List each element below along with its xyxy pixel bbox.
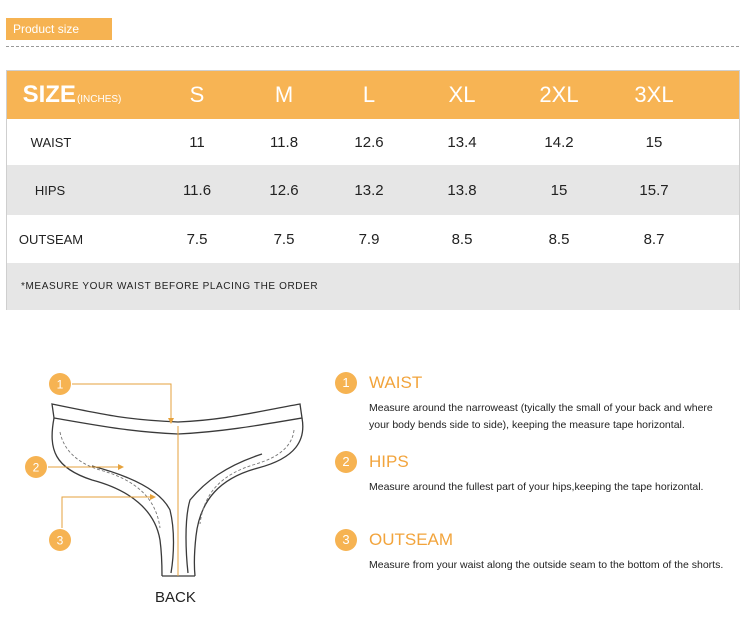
size-3xl: 3XL [634, 82, 674, 107]
table-cell: 8.5 [548, 230, 570, 248]
left-stitch-line [60, 432, 160, 528]
svg-text:2: 2 [32, 460, 40, 475]
table-row [7, 119, 739, 165]
measure-note: *MEASURE YOUR WAIST BEFORE PLACING THE ORDER [21, 281, 319, 292]
size-table [6, 70, 740, 310]
size-unit: (INCHES) [76, 93, 122, 105]
table-cell: 7.5 [273, 230, 295, 248]
outseam-description: Measure from your waist along the outside seam to the bottom of the shorts. [369, 559, 724, 571]
table-cell: 14.2 [544, 133, 574, 151]
outseam-instruction [335, 529, 735, 574]
hips-number-badge: 2 [335, 451, 357, 473]
row-label-outseam: OUTSEAM [18, 231, 84, 247]
table-cell: 15 [550, 181, 568, 199]
table-cell: 13.8 [447, 181, 477, 199]
table-cell: 8.7 [643, 230, 665, 248]
outseam-title: OUTSEAM [369, 530, 454, 549]
table-cell: 11.8 [269, 133, 299, 151]
waistband-outline [52, 404, 302, 434]
table-cell: 13.2 [354, 181, 384, 199]
right-inner-seam [186, 454, 262, 573]
waist-guide-line [72, 384, 171, 422]
marker-3 [49, 529, 71, 551]
table-row [7, 165, 739, 215]
table-cell: 7.5 [186, 230, 208, 248]
size-xl: XL [448, 82, 476, 107]
product-size-tag: Product size [6, 18, 112, 40]
waist-number-badge: 1 [335, 372, 357, 394]
size-header-cell [7, 71, 137, 119]
waist-description: Measure around the narroweast (tyically the small of your back and where your body bends side to side), keeping the measure tape horizontal. [369, 402, 713, 431]
hips-arrow [118, 464, 124, 470]
waist-instruction [335, 372, 735, 434]
table-cell: 15 [645, 133, 663, 151]
svg-text:1: 1 [56, 377, 64, 392]
table-cell: 11 [189, 133, 205, 151]
outseam-arrow [150, 494, 156, 500]
table-cell: 15.7 [639, 181, 669, 199]
section-divider [6, 46, 739, 47]
outseam-heading [335, 529, 735, 551]
table-cell: 11.6 [182, 181, 212, 199]
size-s: S [189, 82, 205, 107]
hips-instruction [335, 451, 735, 496]
hips-title: HIPS [369, 452, 409, 471]
table-cell: 12.6 [354, 133, 384, 151]
table-cell: 13.4 [447, 133, 477, 151]
marker-2 [25, 456, 47, 478]
size-l: L [362, 82, 376, 107]
row-label-hips: HIPS [34, 182, 66, 198]
table-cell: 7.9 [358, 230, 380, 248]
svg-text:3: 3 [56, 533, 64, 548]
hips-description: Measure around the fullest part of your hips,keeping the tape horizontal. [369, 481, 704, 493]
size-header-row [7, 71, 739, 119]
outseam-pointer-line [62, 497, 152, 528]
waist-heading [335, 372, 735, 394]
note-row [7, 263, 739, 310]
size-m: M [274, 82, 294, 107]
size-2xl: 2XL [539, 82, 579, 107]
outseam-number-badge: 3 [335, 529, 357, 551]
waist-title: WAIST [369, 373, 423, 392]
table-cell: 12.6 [269, 181, 299, 199]
table-cell: 8.5 [451, 230, 473, 248]
row-label-waist: WAIST [30, 134, 72, 150]
size-label: SIZE [22, 81, 76, 108]
hips-heading [335, 451, 735, 473]
back-view-label: BACK [155, 589, 196, 606]
right-leg-outline [194, 418, 302, 576]
marker-1 [49, 373, 71, 395]
table-row [7, 215, 739, 263]
